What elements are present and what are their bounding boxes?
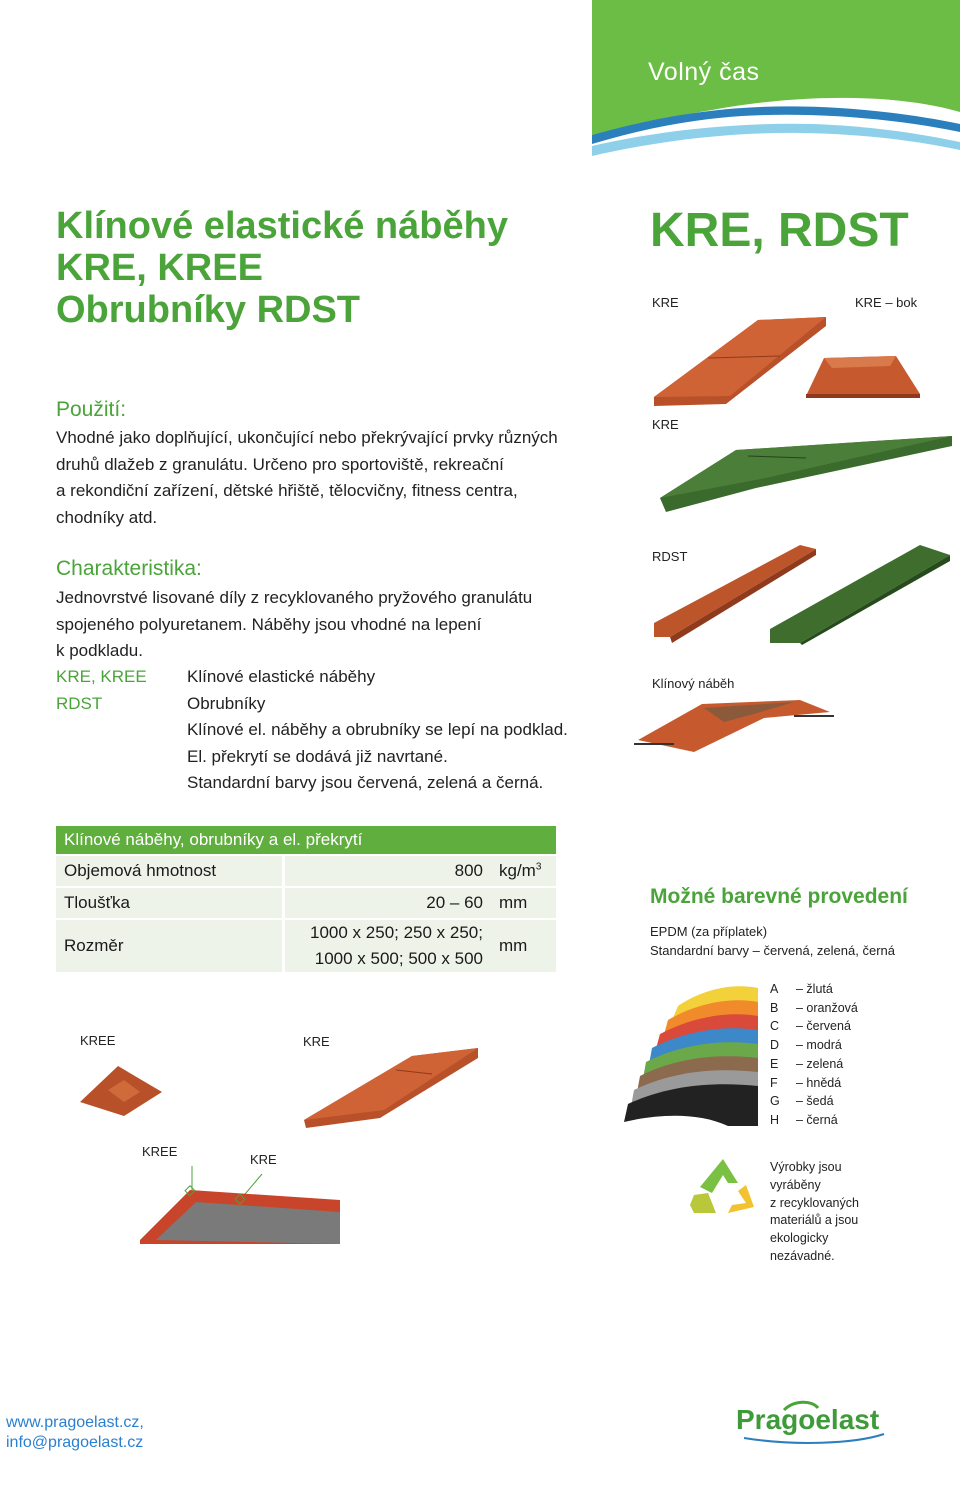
caption-kre-corner: KRE — [250, 1152, 277, 1167]
corner-diagram — [140, 1160, 340, 1244]
rdst-photo — [650, 545, 960, 645]
spec-table-title: Klínové náběhy, obrubníky a el. překrytí — [56, 826, 556, 855]
eco-line: z recyklovaných — [770, 1195, 859, 1210]
logo-text: Pragoelast — [736, 1404, 880, 1435]
caption-kre-top: KRE — [652, 295, 679, 310]
title-line-3: Obrubníky RDST — [56, 289, 361, 331]
table-row — [56, 855, 556, 887]
legend-name: – šedá — [796, 1094, 834, 1109]
kre-green-photo — [656, 418, 956, 513]
legend-letter: G — [770, 1094, 780, 1109]
website-link[interactable]: www.pragoelast.cz, — [6, 1414, 144, 1431]
kre-side-photo — [804, 352, 922, 402]
char-line: Jednovrstvé lisované díly z recyklovaného pryžového granulátu — [56, 588, 533, 607]
row-value: 20 – 60 — [284, 887, 492, 919]
usage-text — [56, 425, 558, 531]
code-descriptions — [187, 664, 568, 797]
caption-klinovy: Klínový náběh — [652, 676, 735, 691]
title-line-2: KRE, KREE — [56, 247, 263, 289]
eco-text — [770, 1159, 859, 1266]
value-line: 1000 x 500; 500 x 500 — [314, 949, 483, 968]
legend-letter: F — [770, 1075, 778, 1090]
unit-sup: 3 — [535, 861, 542, 873]
legend-letter: B — [770, 1000, 779, 1015]
caption-kre-bok: KRE – bok — [855, 295, 918, 310]
legend-letter: E — [770, 1056, 779, 1071]
eco-line: Výrobky jsou — [770, 1160, 842, 1174]
legend-item — [770, 999, 858, 1018]
colors-line: Standardní barvy – červená, zelená, černá — [650, 943, 895, 958]
kre-bottom-photo — [300, 1044, 482, 1130]
eco-line: ekologicky — [770, 1231, 829, 1246]
row-value — [284, 919, 492, 972]
footer-contact — [6, 1413, 144, 1453]
note-line: El. překrytí se dodává již navrtané. — [187, 746, 448, 766]
code-list — [56, 664, 147, 717]
legend-item — [770, 1017, 858, 1036]
legend-item — [770, 1111, 858, 1130]
usage-heading: Použití: — [56, 398, 127, 421]
row-unit: mm — [491, 887, 556, 919]
note-line: Standardní barvy jsou červená, zelená a černá. — [187, 773, 544, 792]
right-title: KRE, RDST — [650, 204, 909, 257]
eco-line: nezávadné. — [770, 1248, 835, 1263]
color-samples-photo — [618, 976, 760, 1126]
legend-name: – červená — [796, 1019, 851, 1034]
eco-line: vyráběny — [770, 1177, 821, 1192]
caption-kree-corner: KREE — [142, 1144, 178, 1159]
code-rdst-text: Obrubníky — [187, 693, 266, 713]
row-label: Rozměr — [56, 919, 284, 972]
characteristics-heading: Charakteristika: — [56, 557, 202, 580]
legend-name: – černá — [796, 1112, 838, 1127]
code-kre-text: Klínové elastické náběhy — [187, 667, 376, 686]
colors-line: EPDM (za příplatek) — [650, 924, 768, 939]
table-row — [56, 887, 556, 919]
legend-letter: C — [770, 1019, 780, 1034]
legend-item — [770, 1055, 858, 1074]
legend-letter: D — [770, 1038, 780, 1053]
recycle-icon — [688, 1155, 758, 1221]
eco-line: materiálů a jsou — [770, 1213, 859, 1228]
row-unit — [491, 855, 556, 887]
color-legend — [770, 980, 858, 1130]
email-link[interactable]: info@pragoelast.cz — [6, 1434, 144, 1451]
row-unit: mm — [491, 919, 556, 972]
colors-heading: Možné barevné provedení — [650, 885, 908, 908]
code-kre: KRE, KREE — [56, 667, 147, 686]
row-value: 800 — [284, 855, 492, 887]
legend-item — [770, 1074, 858, 1093]
legend-item — [770, 980, 858, 999]
legend-name: – zelená — [796, 1056, 844, 1071]
usage-line: a rekondiční zařízení, dětské hřiště, tělocvičny, fitness centra, — [56, 481, 518, 500]
legend-letter: A — [770, 982, 779, 996]
kree-photo — [78, 1062, 164, 1118]
spec-table — [56, 826, 556, 972]
table-row — [56, 919, 556, 972]
caption-kre-green: KRE — [652, 417, 679, 432]
section-label: Volný čas — [648, 58, 760, 86]
legend-name: – žlutá — [796, 982, 833, 996]
unit-text: kg/m — [499, 861, 536, 880]
pragoelast-logo — [734, 1400, 894, 1448]
caption-kree-bottom: KREE — [80, 1033, 116, 1048]
legend-item — [770, 1036, 858, 1055]
legend-name: – hnědá — [796, 1075, 842, 1090]
usage-line: Vhodné jako doplňující, ukončující nebo překrývající prvky různých — [56, 428, 558, 447]
note-line: Klínové el. náběhy a obrubníky se lepí na podklad. — [187, 720, 568, 739]
page-title — [56, 205, 508, 331]
code-rdst: RDST — [56, 693, 103, 713]
char-line: spojeného polyuretanem. Náběhy jsou vhodné na lepení — [56, 614, 482, 634]
row-label: Tloušťka — [56, 887, 284, 919]
caption-kre-bottom: KRE — [303, 1034, 330, 1049]
char-line: k podkladu. — [56, 641, 143, 660]
title-line-1: Klínové elastické náběhy — [56, 205, 508, 247]
row-label: Objemová hmotnost — [56, 855, 284, 887]
colors-text — [650, 922, 895, 960]
spec-table-header — [56, 826, 556, 855]
value-line: 1000 x 250; 250 x 250; — [310, 923, 483, 942]
caption-rdst: RDST — [652, 549, 688, 564]
usage-line: chodníky atd. — [56, 507, 158, 527]
legend-name: – oranžová — [796, 1000, 858, 1015]
legend-name: – modrá — [796, 1038, 842, 1053]
usage-line: druhů dlažeb z granulátu. Určeno pro sportoviště, rekreační — [56, 454, 504, 474]
legend-item — [770, 1092, 858, 1111]
klinovy-photo — [634, 694, 834, 759]
characteristics-text — [56, 585, 532, 665]
legend-letter: H — [770, 1112, 780, 1127]
